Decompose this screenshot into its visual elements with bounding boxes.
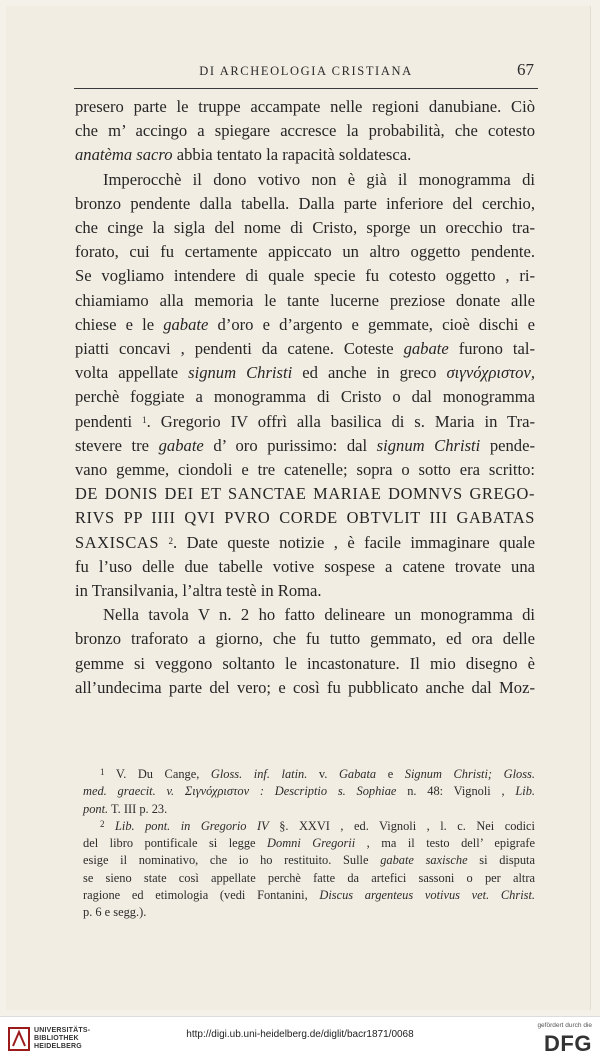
footnote-line: del libro pontificale si legge Domni Gregorii , ma il testo dell’ epigrafe xyxy=(83,836,535,851)
text-line: che m’ accingo a spiegare accresce la probabilità, che cotesto xyxy=(75,121,535,141)
text-line: piatti concavi , pendenti da catene. Coteste gabate furono tal- xyxy=(75,339,536,359)
text-line: presero parte le truppe accampate nelle regioni danubiane. Ciò xyxy=(75,97,535,116)
text-line: in Transilvania, l’altra testè in Roma. xyxy=(75,581,322,601)
dfg-logo: DFG xyxy=(544,1031,592,1056)
running-title: DI ARCHEOLOGIA CRISTIANA xyxy=(199,64,413,78)
footnote-line: med. graecit. v. Σιγνόχριστον : Descriptio s. Sophiae n. 48: Vignoli , Lib. xyxy=(83,784,535,799)
italic-term: signum Christi xyxy=(188,363,293,383)
footnote-line: pont. T. III p. 23. xyxy=(83,801,168,816)
text-line: chiese e le gabate d’oro e d’argento e gemmate, cioè dischi e xyxy=(75,314,535,334)
library-name: UNIVERSITÄTS- BIBLIOTHEK HEIDELBERG xyxy=(34,1027,91,1050)
footnote-2: $^2$ Lib. pont. in Gregorio IV §. XXVI , ed. Vignoli , l. c. Nei codici xyxy=(100,818,536,833)
footnote-1: $^1$ V. Du Cange, Gloss. inf. latin. v. Gabata e Signum Christi; Gloss. xyxy=(100,767,535,781)
text-line: SAXISCAS $^2$. Date queste notizie , è facile immaginare quale xyxy=(75,532,535,552)
footnote-line: esige il nominativo, che io ho restituito. Sulle gabate saxische si disputa xyxy=(83,853,536,868)
text-line: forato, cui fu certamente appiccato un altro oggetto pendente. xyxy=(75,242,535,262)
text-line: Se vogliamo intendere di quale specie fu cotesto oggetto , ri- xyxy=(75,266,535,286)
paragraph-start: Nella tavola V n. 2 ho fatto delineare un monogramma di xyxy=(103,605,535,625)
inscription-line: DE DONIS DEI ET SANCTAE MARIAE DOMNVS GREGO- xyxy=(75,484,535,504)
greek-term: σιγνόχριστον, xyxy=(446,363,535,383)
text-line: che cinge la sigla del nome di Cristo, sporge un orecchio tra- xyxy=(75,218,535,238)
footnotes xyxy=(83,766,535,922)
text-line: volta appellate signum Christi ed anche in greco σιγνόχριστον, xyxy=(75,363,535,383)
page-url-link[interactable]: http://digi.ub.uni-heidelberg.de/diglit/bacr1871/0068 xyxy=(186,1029,414,1040)
text-line: fu l’uso delle due tabelle votive sospese a catene trovate una xyxy=(75,556,535,576)
text-line: vano gemme, ciondoli e tre catenelle; sopra o sotto era scritto: xyxy=(75,460,535,480)
text-line: stevere tre gabate d’ oro purissimo: dal signum Christi pende- xyxy=(75,435,535,455)
text-line: perchè foggiate a monogramma di Cristo o dal monogramma xyxy=(75,387,535,407)
footnote-ref: 2 xyxy=(168,535,173,546)
page-header xyxy=(74,58,538,82)
page-number: 67 xyxy=(517,60,534,79)
italic-term: signum Christi xyxy=(376,435,481,455)
footnote-line: ragione ed etimologia (vedi Fontanini, Discus argenteus votivus vet. Christ. xyxy=(83,888,535,903)
paragraph-start: Imperocchè il dono votivo non è già il monogramma di xyxy=(103,169,535,189)
text-line: bronzo pendente dalla tabella. Dalla parte inferiore del cerchio, xyxy=(75,193,535,213)
footnote-line: se sieno state così appellate perchè fatte da artefici sassoni o per altra xyxy=(83,870,535,885)
header-rule xyxy=(74,88,538,89)
italic-term: gabate xyxy=(403,339,449,359)
funding-note: gefördert durch die xyxy=(537,1022,592,1029)
viewer-footer xyxy=(0,1016,600,1061)
inscription-line: RIVS PP IIII QVI PVRO CORDE OBTVLIT III GABATAS xyxy=(75,508,535,528)
footnote-ref: 1 xyxy=(142,414,147,425)
text-line: pendenti $^1$. Gregorio IV offrì alla basilica di s. Maria in Tra- xyxy=(75,411,535,431)
text-line: chiamiamo alla memoria le tante lucerne preziose donate alle xyxy=(75,290,535,310)
text-line: anatèma sacro abbia tentato la rapacità soldatesca. xyxy=(75,145,412,165)
footnote-line: p. 6 e segg.). xyxy=(83,905,147,920)
italic-term: gabate xyxy=(158,435,204,455)
text-line: gemme si veggono soltanto le incastonature. Il mio disegno è xyxy=(75,653,535,673)
main-text xyxy=(75,95,535,700)
text-line: bronzo traforato a giorno, che fu tutto gemmato, ed ora delle xyxy=(75,629,535,649)
text-line: all’undecima parte del vero; e così fu pubblicato anche dal Moz- xyxy=(75,677,535,697)
italic-term: anatèma sacro xyxy=(75,145,173,165)
italic-term: gabate xyxy=(163,314,209,334)
